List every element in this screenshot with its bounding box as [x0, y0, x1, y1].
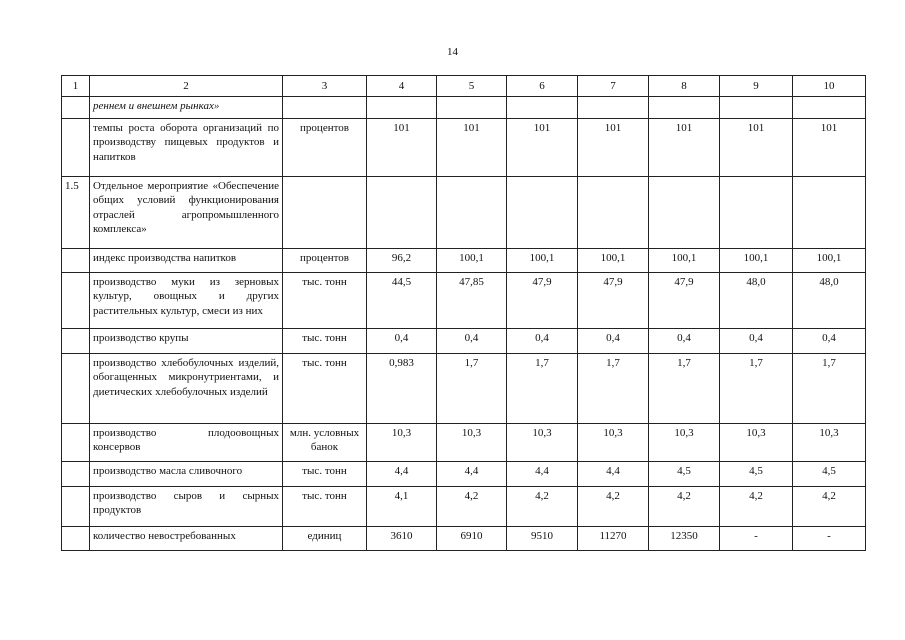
value-cell: 1,7 — [720, 354, 793, 424]
value-cell: 11270 — [578, 527, 649, 551]
value-cell: 47,85 — [437, 273, 507, 329]
unit-cell: тыс. тонн — [283, 329, 367, 354]
indicator-name: производство крупы — [90, 329, 283, 354]
indicator-name: Отдельное мероприятие «Обеспечение общих условий функционирования отраслей агропромышленного комплекса» — [90, 177, 283, 249]
value-cell: 1,7 — [437, 354, 507, 424]
indicator-name: индекс производства напитков — [90, 249, 283, 273]
value-cell: - — [720, 527, 793, 551]
value-cell — [437, 177, 507, 249]
page-number: 14 — [447, 46, 458, 58]
value-cell: 100,1 — [437, 249, 507, 273]
value-cell — [578, 177, 649, 249]
value-cell — [578, 97, 649, 119]
row-number — [62, 119, 90, 177]
unit-cell: тыс. тонн — [283, 273, 367, 329]
value-cell: 101 — [649, 119, 720, 177]
value-cell: 101 — [367, 119, 437, 177]
value-cell: 0,4 — [367, 329, 437, 354]
table-row — [62, 119, 866, 177]
value-cell: 47,9 — [507, 273, 578, 329]
value-cell: 47,9 — [649, 273, 720, 329]
row-number — [62, 487, 90, 527]
unit-cell — [283, 177, 367, 249]
row-number — [62, 424, 90, 462]
value-cell: 4,4 — [578, 462, 649, 487]
table-row — [62, 273, 866, 329]
value-cell: 6910 — [437, 527, 507, 551]
value-cell: 12350 — [649, 527, 720, 551]
value-cell — [793, 177, 866, 249]
value-cell — [437, 97, 507, 119]
table-row — [62, 177, 866, 249]
table-row — [62, 424, 866, 462]
value-cell: 0,4 — [507, 329, 578, 354]
value-cell: 0,4 — [720, 329, 793, 354]
value-cell: 101 — [437, 119, 507, 177]
row-number: 1.5 — [62, 177, 90, 249]
value-cell: 10,3 — [793, 424, 866, 462]
value-cell: 4,5 — [649, 462, 720, 487]
value-cell: 0,983 — [367, 354, 437, 424]
value-cell: 0,4 — [793, 329, 866, 354]
value-cell: 100,1 — [793, 249, 866, 273]
value-cell: 0,4 — [578, 329, 649, 354]
row-number — [62, 249, 90, 273]
row-number — [62, 273, 90, 329]
value-cell — [507, 177, 578, 249]
value-cell: 101 — [793, 119, 866, 177]
value-cell — [507, 97, 578, 119]
row-number — [62, 527, 90, 551]
value-cell: 47,9 — [578, 273, 649, 329]
indicator-name: реннем и внешнем рынках» — [90, 97, 283, 119]
unit-cell: тыс. тонн — [283, 462, 367, 487]
value-cell: 4,5 — [720, 462, 793, 487]
unit-cell — [283, 97, 367, 119]
value-cell: 48,0 — [793, 273, 866, 329]
value-cell: 4,2 — [793, 487, 866, 527]
indicator-name: производство хлебобулочных изделий, обогащенных микронутриентами, и диетических хлебобулочных изделий — [90, 354, 283, 424]
unit-cell: единиц — [283, 527, 367, 551]
value-cell: 0,4 — [437, 329, 507, 354]
table-row — [62, 249, 866, 273]
unit-cell: процентов — [283, 119, 367, 177]
column-number: 7 — [578, 76, 649, 97]
column-number: 2 — [90, 76, 283, 97]
value-cell: 9510 — [507, 527, 578, 551]
value-cell: 10,3 — [507, 424, 578, 462]
column-number: 4 — [367, 76, 437, 97]
column-number: 6 — [507, 76, 578, 97]
table-row — [62, 462, 866, 487]
value-cell: 100,1 — [507, 249, 578, 273]
value-cell: 100,1 — [649, 249, 720, 273]
value-cell: 100,1 — [720, 249, 793, 273]
column-number: 10 — [793, 76, 866, 97]
value-cell: 4,2 — [507, 487, 578, 527]
table-row — [62, 487, 866, 527]
value-cell: 101 — [720, 119, 793, 177]
value-cell: 96,2 — [367, 249, 437, 273]
value-cell — [367, 97, 437, 119]
table-row — [62, 527, 866, 551]
value-cell: 4,2 — [437, 487, 507, 527]
value-cell: 4,4 — [437, 462, 507, 487]
value-cell — [367, 177, 437, 249]
value-cell — [649, 97, 720, 119]
column-number: 8 — [649, 76, 720, 97]
value-cell: 1,7 — [793, 354, 866, 424]
unit-cell: процентов — [283, 249, 367, 273]
unit-cell: тыс. тонн — [283, 487, 367, 527]
value-cell: 101 — [507, 119, 578, 177]
value-cell: 10,3 — [578, 424, 649, 462]
value-cell: 1,7 — [507, 354, 578, 424]
value-cell: 4,1 — [367, 487, 437, 527]
value-cell — [649, 177, 720, 249]
value-cell — [720, 97, 793, 119]
column-numbers-row — [62, 76, 866, 97]
value-cell: 4,2 — [649, 487, 720, 527]
table-row — [62, 354, 866, 424]
value-cell: 4,4 — [507, 462, 578, 487]
value-cell — [793, 97, 866, 119]
row-number — [62, 329, 90, 354]
indicators-table — [61, 75, 866, 551]
table-row — [62, 329, 866, 354]
row-number — [62, 354, 90, 424]
column-number: 9 — [720, 76, 793, 97]
column-number: 5 — [437, 76, 507, 97]
value-cell: 10,3 — [649, 424, 720, 462]
column-number: 1 — [62, 76, 90, 97]
value-cell: 3610 — [367, 527, 437, 551]
indicator-name: производство муки из зерновых культур, овощных и других растительных культур, смеси из них — [90, 273, 283, 329]
value-cell: 4,4 — [367, 462, 437, 487]
value-cell: 44,5 — [367, 273, 437, 329]
unit-cell: млн. условных банок — [283, 424, 367, 462]
value-cell: 1,7 — [578, 354, 649, 424]
value-cell: 10,3 — [437, 424, 507, 462]
value-cell: - — [793, 527, 866, 551]
unit-cell: тыс. тонн — [283, 354, 367, 424]
indicator-name: производство сыров и сырных продуктов — [90, 487, 283, 527]
table-row — [62, 97, 866, 119]
value-cell: 4,5 — [793, 462, 866, 487]
value-cell — [720, 177, 793, 249]
value-cell: 10,3 — [367, 424, 437, 462]
row-number — [62, 462, 90, 487]
value-cell: 101 — [578, 119, 649, 177]
indicator-name: производство масла сливочного — [90, 462, 283, 487]
value-cell: 48,0 — [720, 273, 793, 329]
value-cell: 100,1 — [578, 249, 649, 273]
indicator-name: производство плодоовощных консервов — [90, 424, 283, 462]
value-cell: 10,3 — [720, 424, 793, 462]
value-cell: 1,7 — [649, 354, 720, 424]
row-number — [62, 97, 90, 119]
column-number: 3 — [283, 76, 367, 97]
value-cell: 0,4 — [649, 329, 720, 354]
indicator-name: количество невостребованных — [90, 527, 283, 551]
value-cell: 4,2 — [578, 487, 649, 527]
indicator-name: темпы роста оборота организаций по производству пищевых продуктов и напитков — [90, 119, 283, 177]
value-cell: 4,2 — [720, 487, 793, 527]
